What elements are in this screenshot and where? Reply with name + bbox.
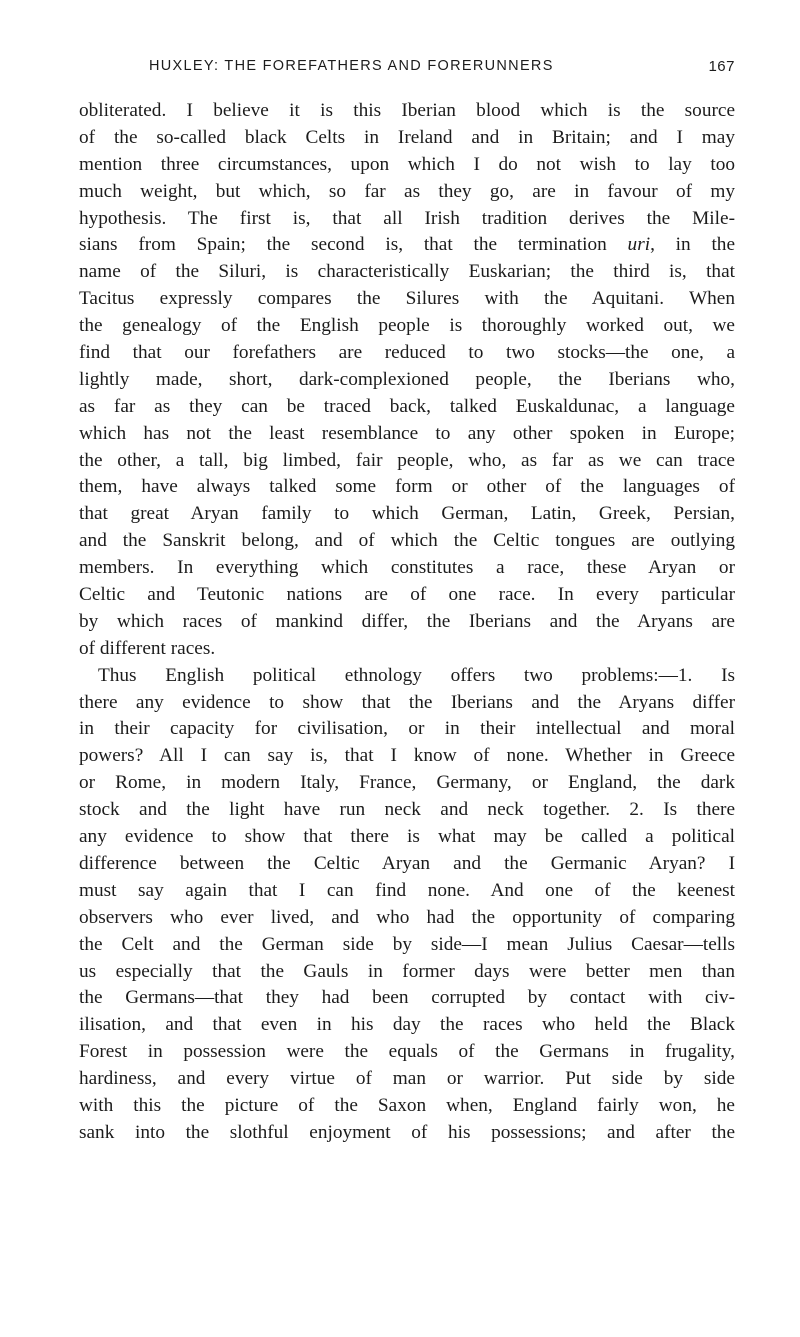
text-line-with-italic — [79, 232, 735, 259]
text-line: hardiness, and every virtue of man or warrior. Put side by side — [79, 1068, 735, 1090]
text-line: or Rome, in modern Italy, France, Germany, or England, the dark — [79, 772, 735, 794]
text-line: that great Aryan family to which German, Latin, Greek, Persian, — [79, 503, 735, 525]
text-line: observers who ever lived, and who had the opportunity of comparing — [79, 906, 735, 928]
text-line: with this the picture of the Saxon when, England fairly won, he — [79, 1094, 735, 1116]
paragraph-2 — [79, 663, 735, 1147]
text-fragment: , in the — [650, 234, 735, 256]
text-line: sank into the slothful enjoyment of his possessions; and after the — [79, 1121, 735, 1143]
text-line: Forest in possession were the equals of the Germans in frugality, — [79, 1041, 735, 1063]
text-line: hypothesis. The first is, that all Irish tradition derives the Mile- — [79, 207, 735, 229]
text-fragment: sians from Spain; the second is, that the termination — [79, 234, 607, 256]
body-text — [79, 98, 735, 1147]
text-line: in their capacity for civilisation, or in their intellectual and moral — [79, 718, 735, 740]
text-line: Thus English political ethnology offers two problems:—1. Is — [98, 664, 735, 686]
text-line: the Germans—that they had been corrupted by contact with civ- — [79, 987, 735, 1009]
page-number: 167 — [708, 58, 735, 75]
italic-term: uri — [627, 234, 651, 256]
text-line: and the Sanskrit belong, and of which the Celtic tongues are outlying — [79, 530, 735, 552]
text-line: powers? All I can say is, that I know of none. Whether in Greece — [79, 745, 735, 767]
text-line: mention three circumstances, upon which I do not wish to lay too — [79, 153, 735, 175]
running-title: HUXLEY: THE FOREFATHERS AND FORERUNNERS — [149, 58, 554, 74]
text-line: by which races of mankind differ, the Iberians and the Aryans are — [79, 610, 735, 632]
text-line: the genealogy of the English people is thoroughly worked out, we — [79, 315, 735, 337]
text-line: us especially that the Gauls in former days were better men than — [79, 960, 735, 982]
text-line: obliterated. I believe it is this Iberian blood which is the source — [79, 100, 735, 121]
paragraph-1 — [79, 98, 735, 663]
text-line: members. In everything which constitutes a race, these Aryan or — [79, 557, 735, 579]
book-page — [79, 0, 735, 1337]
text-line: the Celt and the German side by side—I mean Julius Caesar—tells — [79, 933, 735, 955]
text-line: of the so-called black Celts in Ireland and in Britain; and I may — [79, 126, 735, 148]
text-line: ilisation, and that even in his day the races who held the Black — [79, 1014, 735, 1036]
text-line: them, have always talked some form or other of the languages of — [79, 476, 735, 498]
text-line: find that our forefathers are reduced to two stocks—the one, a — [79, 342, 735, 364]
text-line: Tacitus expressly compares the Silures with the Aquitani. When — [79, 288, 735, 310]
text-line: the other, a tall, big limbed, fair people, who, as far as we can trace — [79, 449, 735, 471]
text-line: there any evidence to show that the Iberians and the Aryans differ — [79, 691, 735, 713]
text-line: difference between the Celtic Aryan and the Germanic Aryan? I — [79, 852, 735, 874]
text-line: any evidence to show that there is what may be called a political — [79, 826, 735, 848]
text-line: much weight, but which, so far as they go, are in favour of my — [79, 180, 735, 202]
text-line: stock and the light have run neck and neck together. 2. Is there — [79, 799, 735, 821]
text-line: must say again that I can find none. And one of the keenest — [79, 879, 735, 901]
text-line: as far as they can be traced back, talked Euskaldunac, a language — [79, 395, 735, 417]
text-line: Celtic and Teutonic nations are of one race. In every particular — [79, 584, 735, 606]
text-line: lightly made, short, dark-complexioned people, the Iberians who, — [79, 368, 735, 390]
text-line: of different races. — [79, 637, 216, 659]
running-head — [79, 58, 735, 80]
text-line: which has not the least resemblance to any other spoken in Europe; — [79, 422, 735, 444]
text-line: name of the Siluri, is characteristically Euskarian; the third is, that — [79, 261, 735, 283]
